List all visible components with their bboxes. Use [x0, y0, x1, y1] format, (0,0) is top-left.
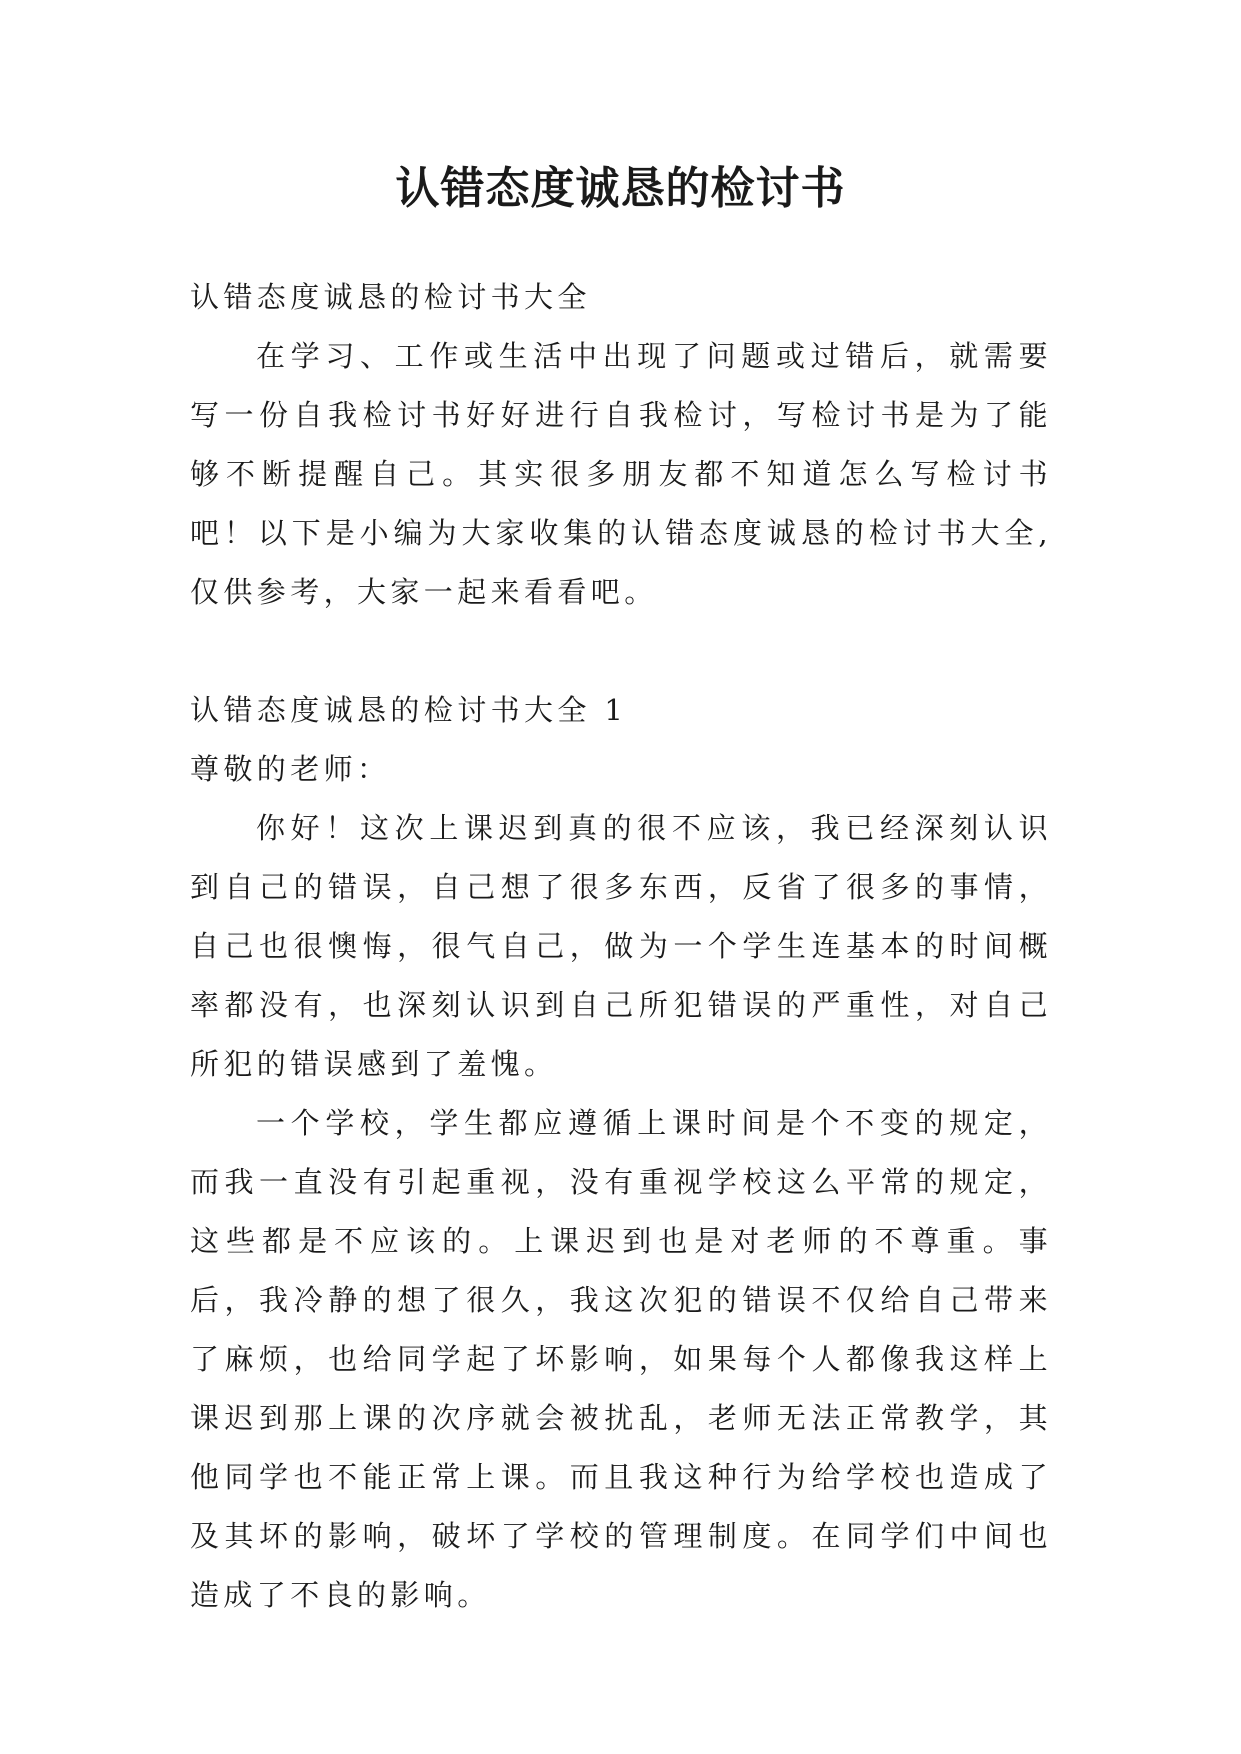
section-heading: 认错态度诚恳的检讨书大全 1 [190, 693, 628, 727]
intro-paragraph: 在学习、工作或生活中出现了问题或过错后，就需要写一份自我检讨书好好进行自我检讨，写检讨书是为了能够不断提醒自己。其实很多朋友都不知道怎么写检讨书吧！以下是小编为大家收集的认错态度诚恳的检讨书大全,仅供参考，大家一起来看看吧。 [190, 339, 1052, 609]
paragraph-spacer [190, 622, 1052, 681]
document-subtitle: 认错态度诚恳的检讨书大全 [190, 280, 591, 314]
body-paragraph-2: 一个学校，学生都应遵循上课时间是个不变的规定，而我一直没有引起重视，没有重视学校这么平常的规定，这些都是不应该的。上课迟到也是对老师的不尊重。事后，我冷静的想了很久，我这次犯的错误不仅给自己带来了麻烦，也给同学起了坏影响，如果每个人都像我这样上课迟到那上课的次序就会被扰乱，老师无法正常教学，其他同学也不能正常上课。而且我这种行为给学校也造成了及其坏的影响，破坏了学校的管理制度。在同学们中间也造成了不良的影响。 [190, 1106, 1052, 1612]
document-body [190, 268, 1052, 1625]
document-title: 认错态度诚恳的检讨书 [395, 163, 846, 214]
salutation: 尊敬的老师： [190, 752, 391, 786]
body-paragraph-1: 你好！这次上课迟到真的很不应该，我已经深刻认识到自己的错误，自己想了很多东西，反省了很多的事情，自己也很懊悔，很气自己，做为一个学生连基本的时间概率都没有，也深刻认识到自己所犯错误的严重性，对自己所犯的错误感到了羞愧。 [190, 811, 1052, 1081]
